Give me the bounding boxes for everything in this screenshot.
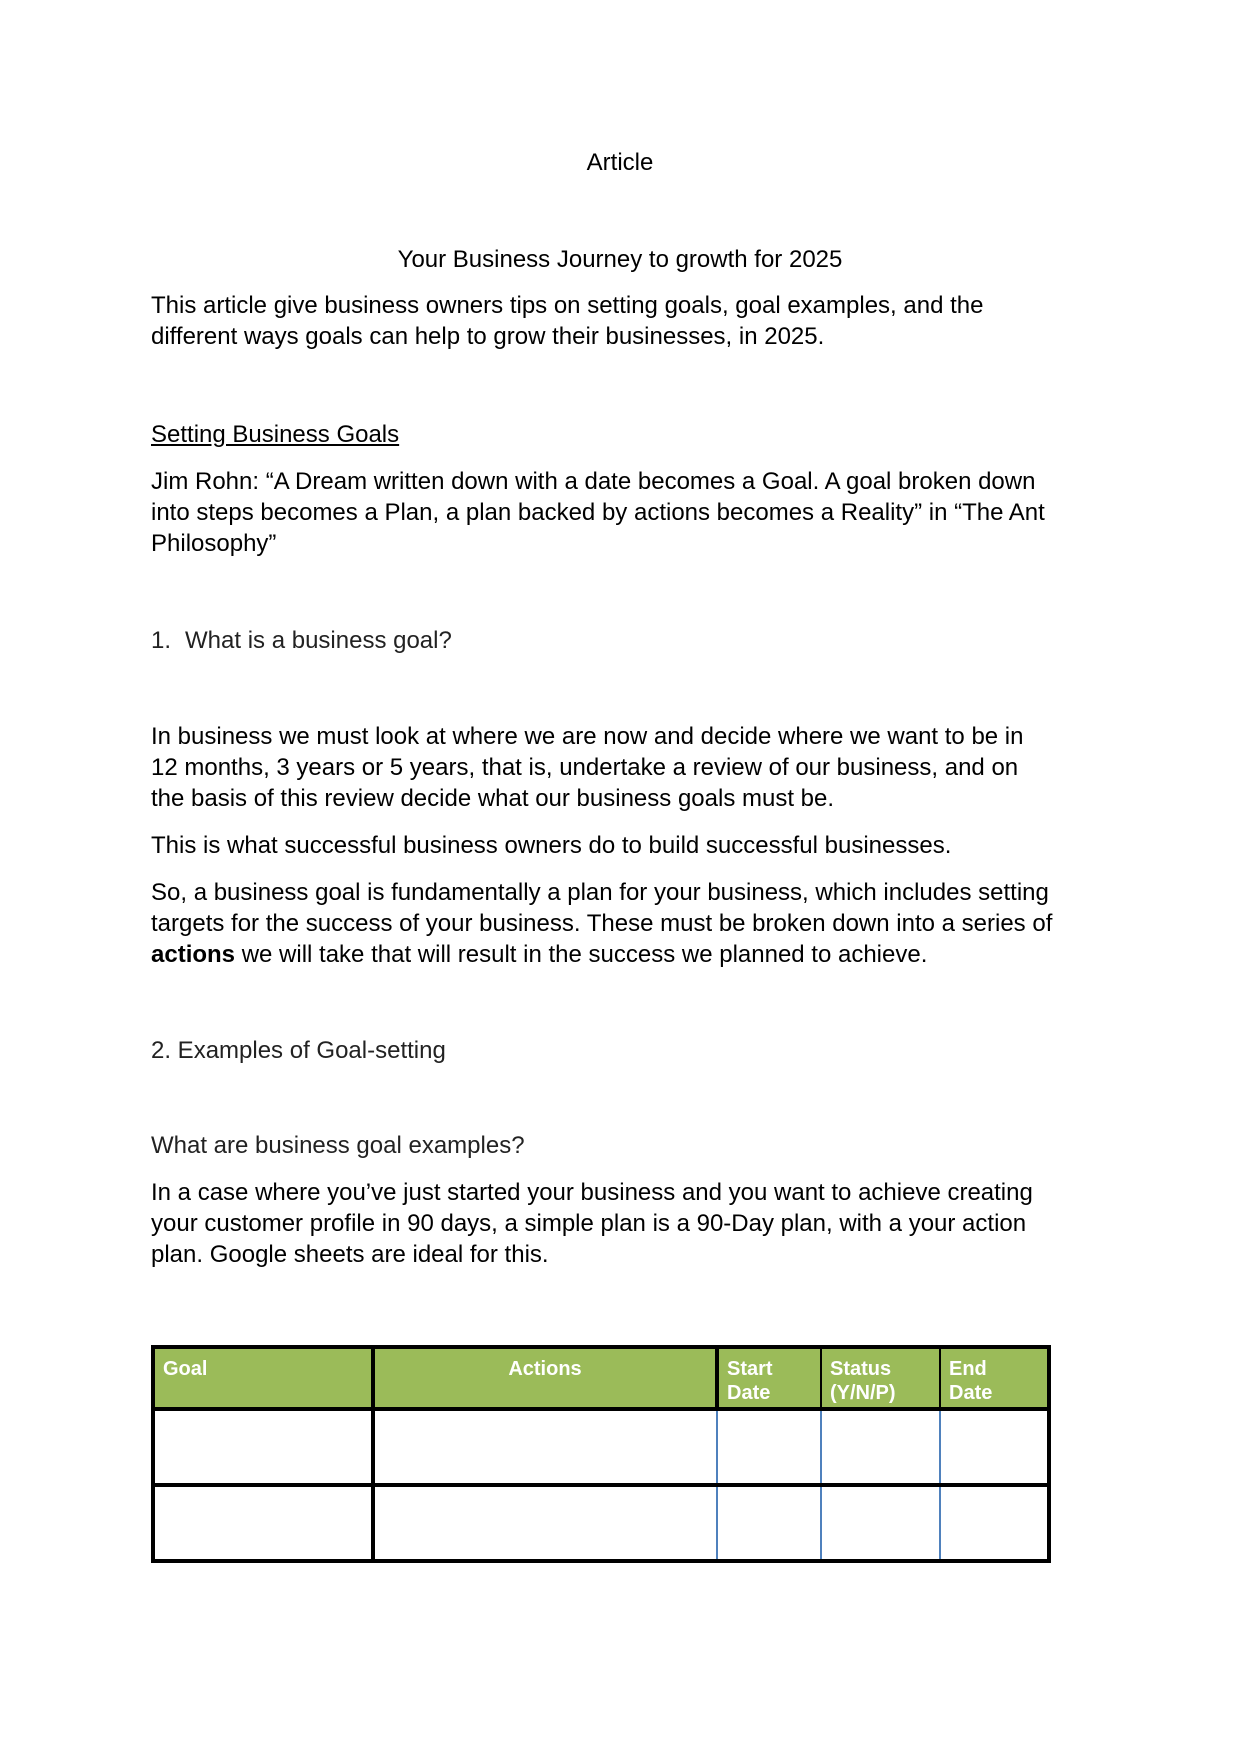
para4-line-1: In a case where you’ve just started your business and you want to achieve creating xyxy=(151,1179,1033,1206)
table-cell-goal xyxy=(153,1485,373,1561)
header-end-date: End Date xyxy=(940,1347,1049,1409)
header-status: Status (Y/N/P) xyxy=(821,1347,940,1409)
para4-line-3: plan. Google sheets are ideal for this. xyxy=(151,1241,549,1268)
para1-line-2: 12 months, 3 years or 5 years, that is, undertake a review of our business, and on xyxy=(151,754,1019,781)
header-goal: Goal xyxy=(153,1347,373,1409)
table-row xyxy=(153,1409,1049,1485)
table-row xyxy=(153,1485,1049,1561)
question-1-number: 1. xyxy=(151,627,172,654)
table-cell-start-date xyxy=(717,1409,821,1485)
para3-line-3 xyxy=(151,939,927,970)
table-cell-actions xyxy=(373,1409,717,1485)
table-cell-end-date xyxy=(940,1485,1049,1561)
table-cell-start-date xyxy=(717,1485,821,1561)
para2: This is what successful business owners do to build successful businesses. xyxy=(151,832,952,859)
question-1 xyxy=(151,625,452,656)
article-label: Article xyxy=(586,149,654,176)
intro-line-1: This article give business owners tips on setting goals, goal examples, and the xyxy=(151,292,984,319)
para3-line-1: So, a business goal is fundamentally a plan for your business, which includes setting xyxy=(151,879,1049,906)
table-cell-goal xyxy=(153,1409,373,1485)
header-actions: Actions xyxy=(373,1347,717,1409)
table-cell-actions xyxy=(373,1485,717,1561)
table-cell-status xyxy=(821,1485,940,1561)
goal-plan-table xyxy=(151,1345,1051,1563)
table-cell-status xyxy=(821,1409,940,1485)
para3-line-3-rest: we will take that will result in the success we planned to achieve. xyxy=(235,941,928,968)
para3-line-2: targets for the success of your business. These must be broken down into a series of xyxy=(151,910,1053,937)
header-start-date: Start Date xyxy=(717,1347,821,1409)
table-header-row xyxy=(153,1347,1049,1409)
para4-line-2: your customer profile in 90 days, a simple plan is a 90-Day plan, with a your action xyxy=(151,1210,1027,1237)
quote-line-3: Philosophy” xyxy=(151,530,277,557)
para1-line-3: the basis of this review decide what our business goals must be. xyxy=(151,785,835,812)
para1-line-1: In business we must look at where we are now and decide where we want to be in xyxy=(151,723,1024,750)
question-2: 2. Examples of Goal-setting xyxy=(151,1037,446,1064)
intro-line-2: different ways goals can help to grow their businesses, in 2025. xyxy=(151,323,825,350)
question-1-text: What is a business goal? xyxy=(185,627,452,654)
section-heading: Setting Business Goals xyxy=(151,421,400,448)
actions-bold-word: actions xyxy=(151,941,236,968)
quote-line-1: Jim Rohn: “A Dream written down with a date becomes a Goal. A goal broken down xyxy=(151,468,1036,495)
sub-question: What are business goal examples? xyxy=(151,1132,525,1159)
page-title: Your Business Journey to growth for 2025 xyxy=(397,246,843,273)
table-cell-end-date xyxy=(940,1409,1049,1485)
quote-line-2: into steps becomes a Plan, a plan backed by actions becomes a Reality” in “The Ant xyxy=(151,499,1045,526)
